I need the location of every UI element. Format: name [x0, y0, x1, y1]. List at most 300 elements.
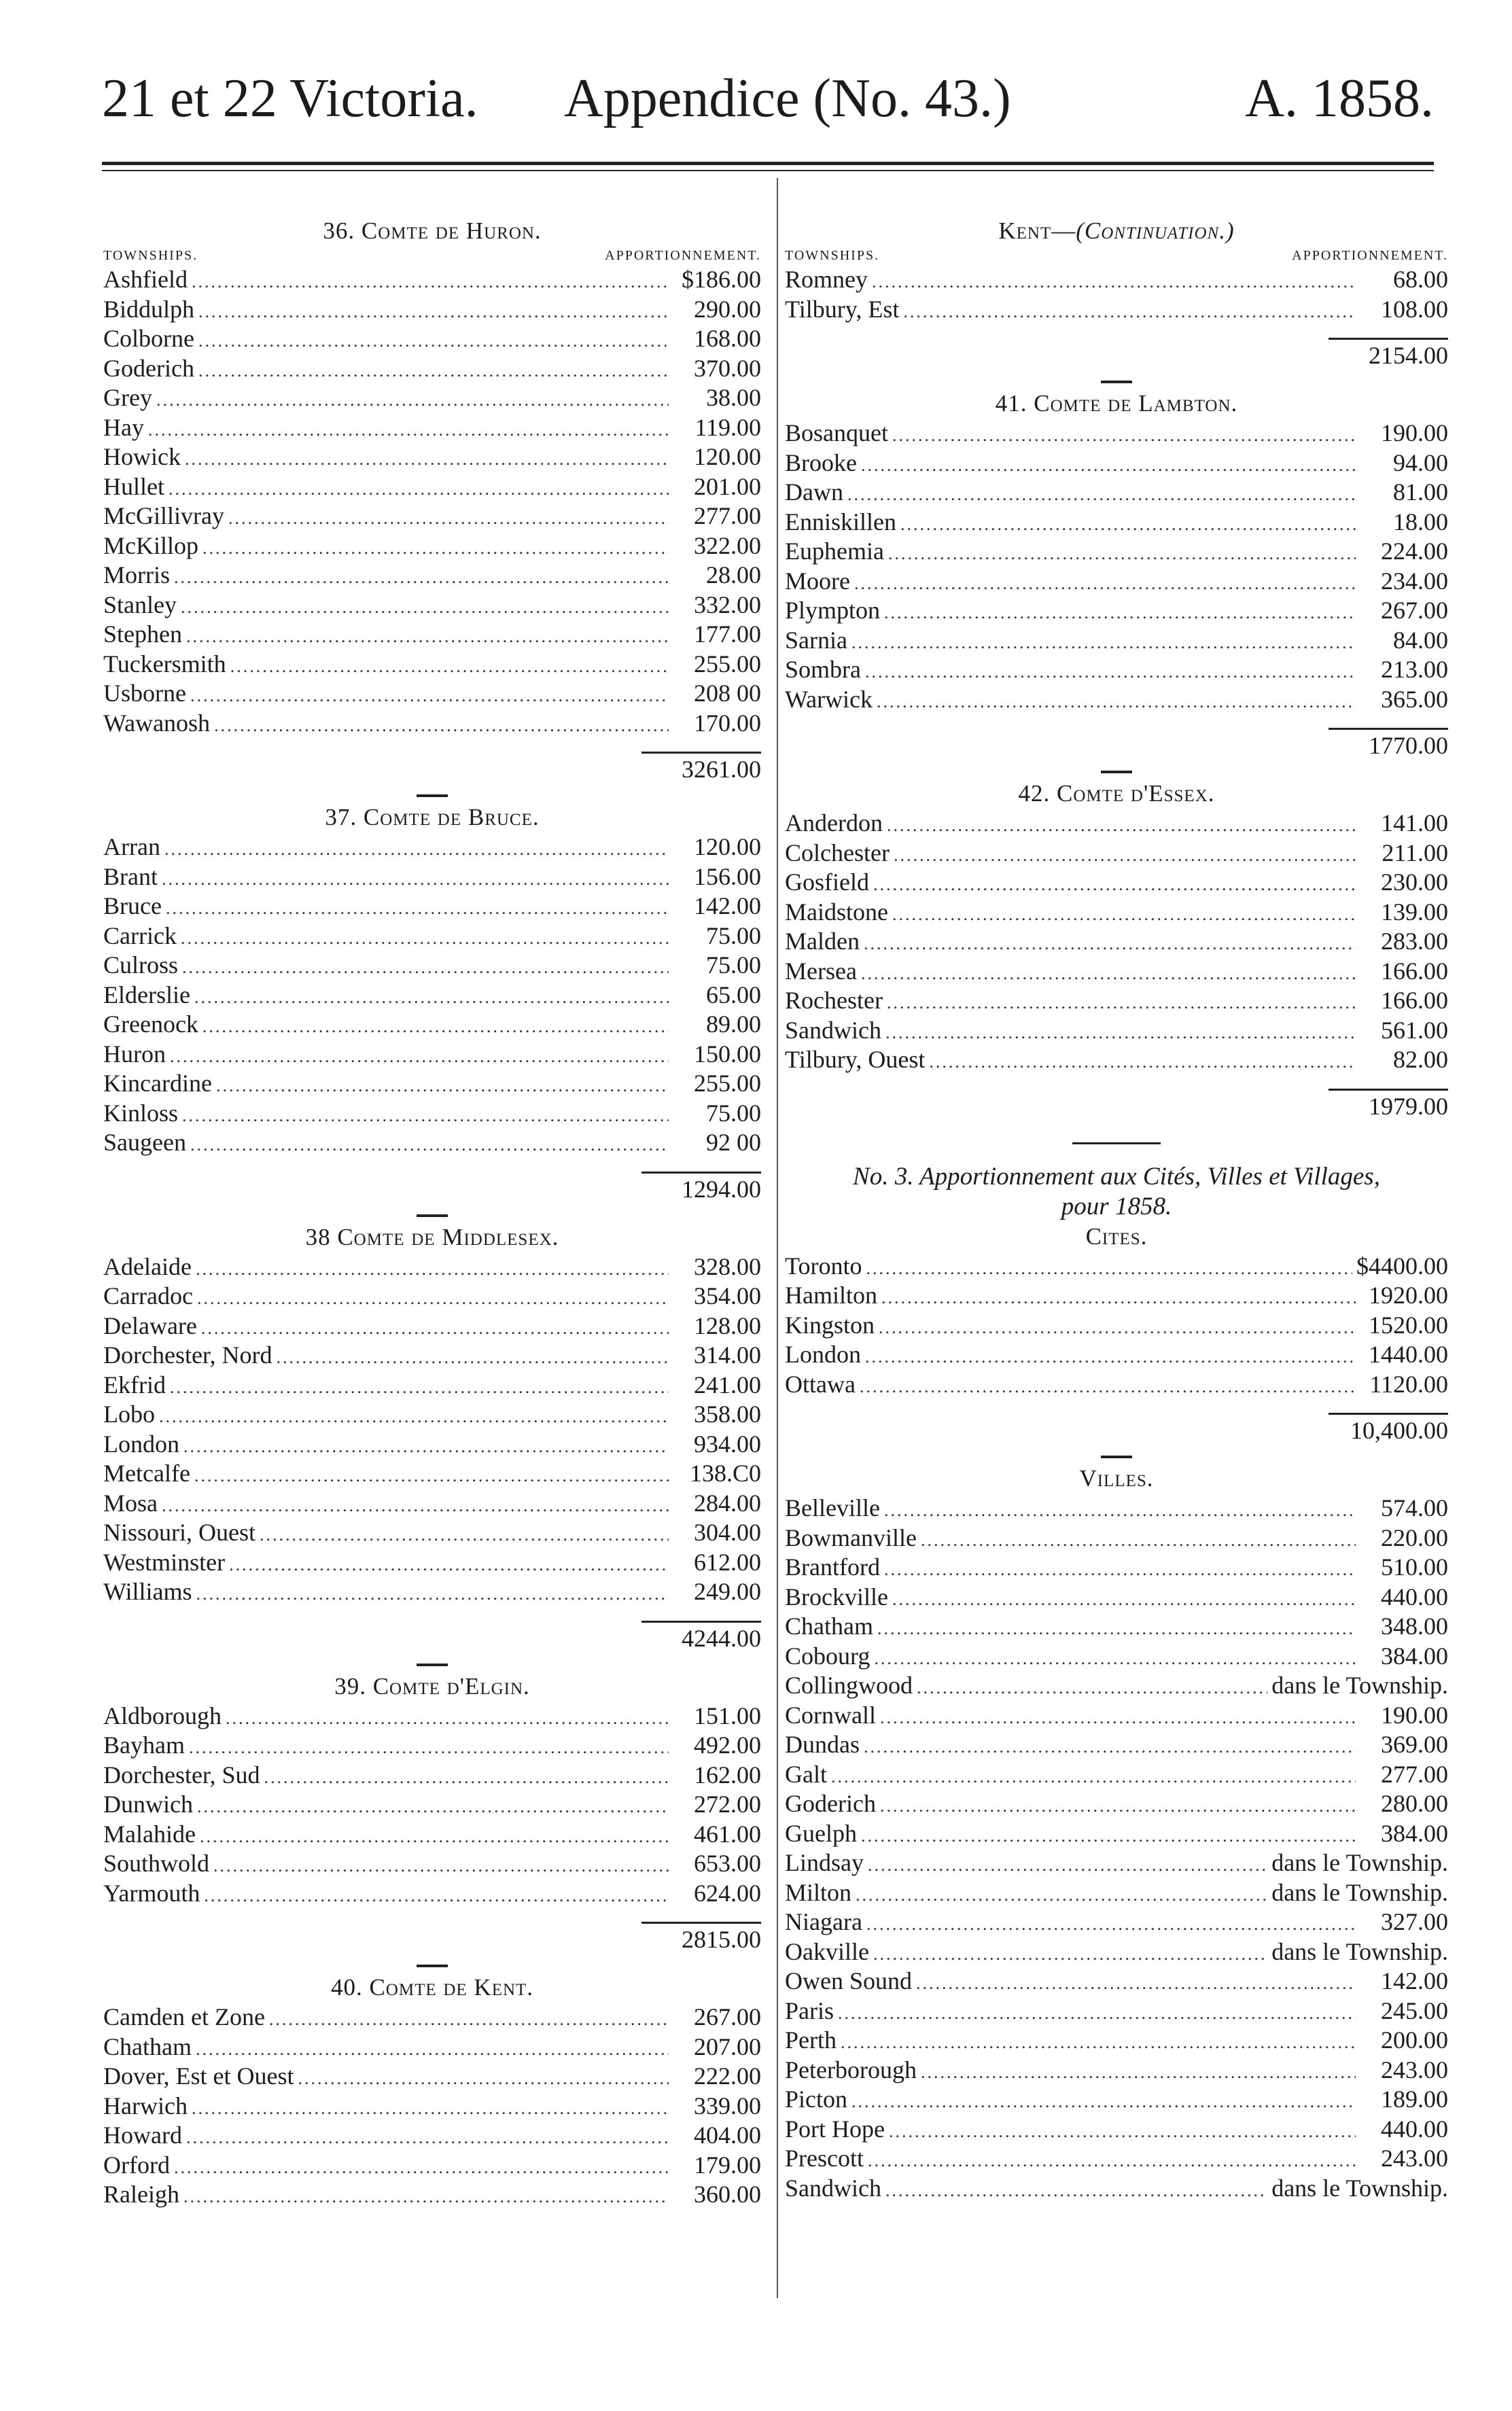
dot-leader [298, 2064, 669, 2094]
township-name: Bosanquet [785, 419, 888, 446]
table-cites [785, 1252, 1448, 1400]
table-row [785, 898, 1448, 928]
heading-townships: TOWNSHIPS. [103, 248, 198, 263]
township-name: Nissouri, Ouest [103, 1519, 256, 1546]
total-middlesex: 4244.00 [682, 1624, 761, 1652]
apportionment-value: $186.00 [682, 266, 761, 293]
dot-leader [174, 2153, 669, 2183]
dot-leader [226, 1704, 669, 1734]
dot-leader [866, 1254, 1352, 1284]
apportionment-value: 267.00 [1381, 597, 1448, 624]
apportionment-value: 249.00 [694, 1578, 761, 1605]
table-row [785, 1730, 1448, 1760]
notice-line-1: No. 3. Apportionnement aux Cités, Villes et Villages, [853, 1162, 1380, 1191]
township-name: Adelaide [103, 1252, 192, 1280]
apportionment-value: 245.00 [1381, 1996, 1448, 2024]
apportionment-value: 166.00 [1381, 957, 1448, 985]
table-row [103, 1702, 761, 1731]
apportionment-value: 1120.00 [1369, 1370, 1448, 1398]
apportionment-value: 207.00 [694, 2032, 761, 2060]
dot-leader [847, 480, 1356, 510]
township-name: Prescott [785, 2145, 864, 2172]
apportionment-value: $4400.00 [1356, 1252, 1448, 1280]
apportionment-value: 332.00 [694, 591, 761, 618]
dot-leader [868, 1850, 1267, 1880]
dot-leader [879, 1313, 1356, 1343]
township-name: Euphemia [785, 538, 884, 565]
dot-leader [196, 1579, 669, 1609]
apportionment-value: 190.00 [1381, 419, 1448, 446]
dot-leader [181, 593, 669, 622]
township-name: Romney [785, 266, 868, 293]
township-name: Saugeen [103, 1129, 186, 1156]
apportionment-value: 94.00 [1393, 448, 1448, 476]
township-name: Stephen [103, 620, 182, 648]
dot-leader [216, 1071, 669, 1101]
table-row [785, 567, 1448, 597]
dot-leader [159, 1402, 669, 1432]
table-bruce [103, 832, 761, 1158]
township-name: McKillop [103, 531, 198, 559]
apportionment-value: 230.00 [1381, 868, 1448, 896]
dot-leader [873, 870, 1356, 900]
table-row [103, 295, 761, 325]
dot-leader [841, 2028, 1356, 2058]
dot-leader [831, 1762, 1356, 1792]
township-name: Kingston [785, 1311, 875, 1339]
dot-leader [885, 2176, 1267, 2206]
dot-leader [838, 1999, 1356, 2028]
table-row [103, 2180, 761, 2210]
total-bruce: 1294.00 [682, 1175, 761, 1203]
apportionment-value: 141.00 [1381, 809, 1448, 837]
dot-leader [860, 1372, 1356, 1402]
dot-leader [170, 1373, 669, 1403]
section-separator [417, 1214, 448, 1217]
apportionment-value: 18.00 [1393, 508, 1448, 535]
apportionment-value: 224.00 [1381, 538, 1448, 565]
township-name: Dorchester, Sud [103, 1761, 260, 1789]
table-row [785, 419, 1448, 448]
township-name: Yarmouth [103, 1879, 200, 1907]
apportionment-value: 208 00 [694, 680, 761, 707]
table-row [103, 1282, 761, 1312]
table-row [785, 986, 1448, 1016]
apportionment-value: 277.00 [1381, 1760, 1448, 1788]
apportionment-value: 151.00 [694, 1702, 761, 1729]
dot-leader [916, 1969, 1356, 1999]
township-name: Bayham [103, 1731, 185, 1759]
township-name: Arran [103, 833, 160, 860]
table-row [785, 295, 1448, 325]
township-name: Cornwall [785, 1701, 876, 1729]
apportionment-value: 211.00 [1382, 839, 1448, 866]
apportionment-value: 358.00 [694, 1401, 761, 1428]
apportionment-value: 162.00 [694, 1761, 761, 1789]
table-row [785, 1701, 1448, 1731]
section-title-cites: Cites. [1085, 1222, 1148, 1250]
table-row [785, 265, 1448, 295]
table-row [103, 2062, 761, 2092]
section-title-kent-continuation [785, 216, 1448, 246]
township-name: Mersea [785, 957, 857, 985]
heading-townships: TOWNSHIPS. [785, 248, 880, 263]
dot-leader [866, 1910, 1356, 1939]
township-name: Brockville [785, 1583, 888, 1611]
township-name: Plympton [785, 597, 881, 624]
dot-leader [865, 657, 1356, 687]
apportionment-value: 190.00 [1381, 1701, 1448, 1729]
table-kent-continuation [785, 265, 1448, 324]
dot-leader [192, 267, 669, 297]
apportionment-value: 139.00 [1381, 898, 1448, 926]
township-name: Williams [103, 1578, 192, 1605]
dot-leader [868, 2146, 1356, 2176]
table-row [785, 809, 1448, 839]
table-row [785, 2115, 1448, 2145]
township-name: Sarnia [785, 626, 847, 654]
apportionment-value: 384.00 [1381, 1819, 1448, 1847]
township-name: Perth [785, 2026, 837, 2054]
apportionment-value: 328.00 [694, 1252, 761, 1280]
table-row [103, 1548, 761, 1578]
left-column [103, 216, 761, 2210]
township-note: dans le Township. [1271, 1672, 1448, 1699]
apportionment-value: 440.00 [1381, 2115, 1448, 2143]
table-row [103, 1879, 761, 1909]
township-name: Brooke [785, 448, 857, 476]
section-title-elgin: 39. Comte d'Elgin. [334, 1672, 530, 1700]
table-row [103, 561, 761, 591]
township-name: Ashfield [103, 266, 188, 293]
table-row [103, 413, 761, 443]
apportionment-value: 243.00 [1381, 2056, 1448, 2083]
table-row [103, 1518, 761, 1548]
section-title-lambton: 41. Comte de Lambton. [995, 390, 1238, 417]
apportionment-value: 38.00 [706, 384, 761, 411]
table-row [785, 1370, 1448, 1400]
apportionment-value: 492.00 [694, 1731, 761, 1759]
township-name: Hamilton [785, 1282, 877, 1309]
dot-leader [888, 539, 1356, 569]
table-row [103, 383, 761, 413]
table-row [103, 1010, 761, 1040]
apportionment-value: 461.00 [694, 1820, 761, 1848]
dot-leader [861, 451, 1356, 480]
dot-leader [169, 474, 669, 504]
table-row [103, 1040, 761, 1070]
township-name: Raleigh [103, 2181, 179, 2208]
column-divider [777, 178, 778, 2298]
township-name: Sombra [785, 656, 861, 683]
table-row [103, 1069, 761, 1099]
total-lambton: 1770.00 [1369, 732, 1448, 759]
apportionment-value: 1520.00 [1369, 1311, 1448, 1339]
township-name: Maidstone [785, 898, 888, 926]
right-column [785, 216, 1448, 2203]
table-row [103, 1400, 761, 1430]
table-row [785, 537, 1448, 567]
apportionment-value: 92 00 [706, 1129, 761, 1156]
dot-leader [164, 834, 669, 864]
dot-leader [198, 326, 669, 356]
table-row [103, 951, 761, 981]
apportionment-value: 243.00 [1381, 2145, 1448, 2172]
apportionment-value: 384.00 [1381, 1642, 1448, 1670]
apportionment-value: 404.00 [694, 2122, 761, 2149]
apportionment-value: 138.C0 [689, 1460, 761, 1487]
table-row [785, 2174, 1448, 2204]
column-headings [785, 246, 1448, 265]
table-row [103, 981, 761, 1010]
township-name: Dawn [785, 478, 843, 506]
part-separator [1072, 1142, 1161, 1144]
township-name: Wawanosh [103, 709, 211, 737]
apportionment-value: 89.00 [706, 1010, 761, 1038]
township-name: Harwich [103, 2092, 188, 2119]
table-row [785, 448, 1448, 478]
dot-leader [874, 1644, 1356, 1674]
table-row [785, 1819, 1448, 1849]
township-name: Lobo [103, 1401, 155, 1428]
table-row [103, 2092, 761, 2122]
dot-leader [854, 569, 1356, 599]
township-name: Sandwich [785, 2174, 881, 2202]
township-note: dans le Township. [1271, 1878, 1448, 1906]
township-note: dans le Township. [1271, 2174, 1448, 2202]
dot-leader [182, 953, 669, 983]
township-name: Mosa [103, 1489, 158, 1517]
dot-leader [181, 923, 669, 953]
dot-leader [861, 1821, 1356, 1851]
table-row [785, 1878, 1448, 1908]
township-name: Colborne [103, 325, 194, 352]
table-row [103, 679, 761, 709]
table-row [785, 1016, 1448, 1046]
apportionment-value: 82.00 [1393, 1046, 1448, 1073]
dot-leader [851, 2087, 1356, 2117]
township-name: Biddulph [103, 295, 195, 323]
table-row [103, 1371, 761, 1401]
township-name: Dundas [785, 1731, 860, 1758]
dot-leader [203, 1012, 669, 1042]
dot-leader [197, 1284, 669, 1314]
township-name: Sandwich [785, 1016, 881, 1044]
dot-leader [228, 504, 669, 533]
dot-leader [864, 929, 1356, 959]
dot-leader [203, 533, 669, 563]
total-cites: 10,400.00 [1350, 1417, 1448, 1444]
township-note: dans le Township. [1271, 1849, 1448, 1876]
township-name: Bowmanville [785, 1524, 917, 1551]
table-row [103, 650, 761, 680]
table-row [103, 892, 761, 921]
table-row [785, 1340, 1448, 1370]
apportionment-value: 28.00 [706, 561, 761, 588]
header-appendix: Appendice (No. 43.) [564, 69, 1011, 128]
apportionment-value: 81.00 [1393, 478, 1448, 506]
table-row [785, 2144, 1448, 2174]
table-row [785, 1760, 1448, 1790]
table-row [785, 1848, 1448, 1878]
township-name: Cobourg [785, 1642, 871, 1670]
dot-leader [156, 385, 669, 415]
apportionment-value: 267.00 [694, 2003, 761, 2030]
table-row [103, 1820, 761, 1850]
table-row [103, 324, 761, 354]
township-name: Peterborough [785, 2056, 917, 2083]
apportionment-value: 220.00 [1381, 1524, 1448, 1551]
township-name: London [785, 1341, 861, 1368]
township-name: Westminster [103, 1548, 226, 1576]
table-huron [103, 265, 761, 738]
dot-leader [190, 1130, 669, 1160]
table-row [103, 1790, 761, 1820]
township-name: Anderdon [785, 809, 883, 837]
township-name: McGillivray [103, 502, 224, 529]
dot-leader [213, 1851, 669, 1881]
table-row [785, 1494, 1448, 1524]
notice-line-2: pour 1858. [1061, 1192, 1172, 1220]
dot-leader [877, 1614, 1356, 1644]
township-name: Kincardine [103, 1070, 212, 1097]
dot-leader [174, 563, 669, 593]
apportionment-value: 142.00 [694, 892, 761, 919]
apportionment-value: 128.00 [694, 1312, 761, 1339]
township-name: Colchester [785, 839, 890, 866]
township-name: Enniskillen [785, 508, 896, 535]
apportionment-value: 108.00 [1381, 295, 1448, 323]
table-row [785, 1583, 1448, 1613]
dot-leader [880, 1703, 1356, 1733]
dot-leader [887, 811, 1356, 841]
dot-leader [183, 1432, 669, 1462]
dot-leader [894, 841, 1356, 870]
table-row [785, 1967, 1448, 1996]
table-row [103, 1577, 761, 1607]
township-name: Collingwood [785, 1672, 913, 1699]
dot-leader [903, 297, 1356, 327]
section-title-huron: 36. Comte de Huron. [323, 217, 542, 244]
township-name: Ekfrid [103, 1371, 166, 1398]
table-row [103, 1312, 761, 1341]
apportionment-value: 561.00 [1381, 1016, 1448, 1044]
township-name: London [103, 1430, 179, 1458]
dot-leader [170, 1042, 669, 1072]
table-row [103, 1459, 761, 1489]
table-row [785, 868, 1448, 898]
dot-leader [185, 444, 669, 474]
header-session: 21 et 22 Victoria. [102, 69, 478, 128]
township-name: Metcalfe [103, 1460, 190, 1487]
section-title-villes: Villes. [1079, 1465, 1154, 1492]
table-row [785, 1252, 1448, 1282]
dot-leader [865, 1342, 1356, 1372]
apportionment-value: 370.00 [694, 354, 761, 382]
table-row [785, 1937, 1448, 1967]
township-name: Paris [785, 1996, 834, 2024]
dot-leader [162, 1491, 669, 1521]
dot-leader [889, 2117, 1356, 2147]
dot-leader [148, 415, 669, 445]
table-row [103, 620, 761, 650]
table-row [785, 1907, 1448, 1937]
township-name: Southwold [103, 1850, 210, 1877]
table-row [103, 354, 761, 384]
table-row [103, 472, 761, 502]
township-name: Malden [785, 928, 860, 955]
apportionment-value: 365.00 [1381, 685, 1448, 713]
apportionment-value: 156.00 [694, 862, 761, 890]
section-separator [417, 794, 448, 797]
table-row [103, 442, 761, 472]
table-row [103, 1849, 761, 1879]
dot-leader [186, 2123, 669, 2153]
table-row [785, 1045, 1448, 1075]
dot-leader [194, 1461, 669, 1491]
table-row [785, 1311, 1448, 1341]
township-name: Howard [103, 2122, 182, 2149]
township-name: Gosfield [785, 868, 869, 896]
apportionment-value: 624.00 [694, 1879, 761, 1907]
dot-leader [856, 1880, 1267, 1910]
apportionment-value: 168.00 [694, 325, 761, 352]
apportionment-value: 120.00 [694, 443, 761, 470]
apportionment-value: 1440.00 [1369, 1341, 1448, 1368]
table-row [103, 265, 761, 295]
apportionment-value: 283.00 [1381, 928, 1448, 955]
dot-leader [884, 1555, 1356, 1585]
table-row [785, 2056, 1448, 2086]
table-row [785, 2026, 1448, 2056]
apportionment-value: 75.00 [706, 951, 761, 979]
dot-leader [917, 1673, 1267, 1703]
dot-leader [194, 983, 669, 1013]
table-row [785, 1553, 1448, 1583]
table-lambton [785, 419, 1448, 714]
apportionment-value: 348.00 [1381, 1613, 1448, 1640]
table-row [103, 2151, 761, 2181]
dot-leader [929, 1047, 1356, 1077]
apportionment-value: 934.00 [694, 1430, 761, 1458]
township-name: Grey [103, 384, 152, 411]
heading-apportionnement: APPORTIONNEMENT. [605, 248, 761, 263]
apportionment-value: 241.00 [694, 1371, 761, 1398]
dot-leader [192, 2094, 669, 2124]
dot-leader [881, 1283, 1356, 1313]
dot-leader [182, 1101, 669, 1131]
total-essex: 1979.00 [1369, 1092, 1448, 1120]
apportionment-value: 574.00 [1381, 1494, 1448, 1521]
township-name: Brantford [785, 1553, 880, 1581]
apportionment-value: 284.00 [694, 1489, 761, 1517]
table-row [103, 2121, 761, 2151]
apportionment-value: 119.00 [695, 413, 761, 441]
dot-leader [276, 1343, 669, 1373]
township-name: Moore [785, 567, 850, 595]
header-rule-thick [102, 162, 1434, 165]
dot-leader [201, 1314, 669, 1343]
dot-leader [269, 2005, 669, 2035]
header-year: A. 1858. [1245, 69, 1434, 128]
table-row [103, 921, 761, 951]
table-row [785, 655, 1448, 685]
apportionment-value: 170.00 [694, 709, 761, 737]
apportionment-value: 189.00 [1381, 2086, 1448, 2113]
table-row [785, 596, 1448, 626]
township-name: Lindsay [785, 1849, 864, 1876]
table-row [785, 1642, 1448, 1672]
